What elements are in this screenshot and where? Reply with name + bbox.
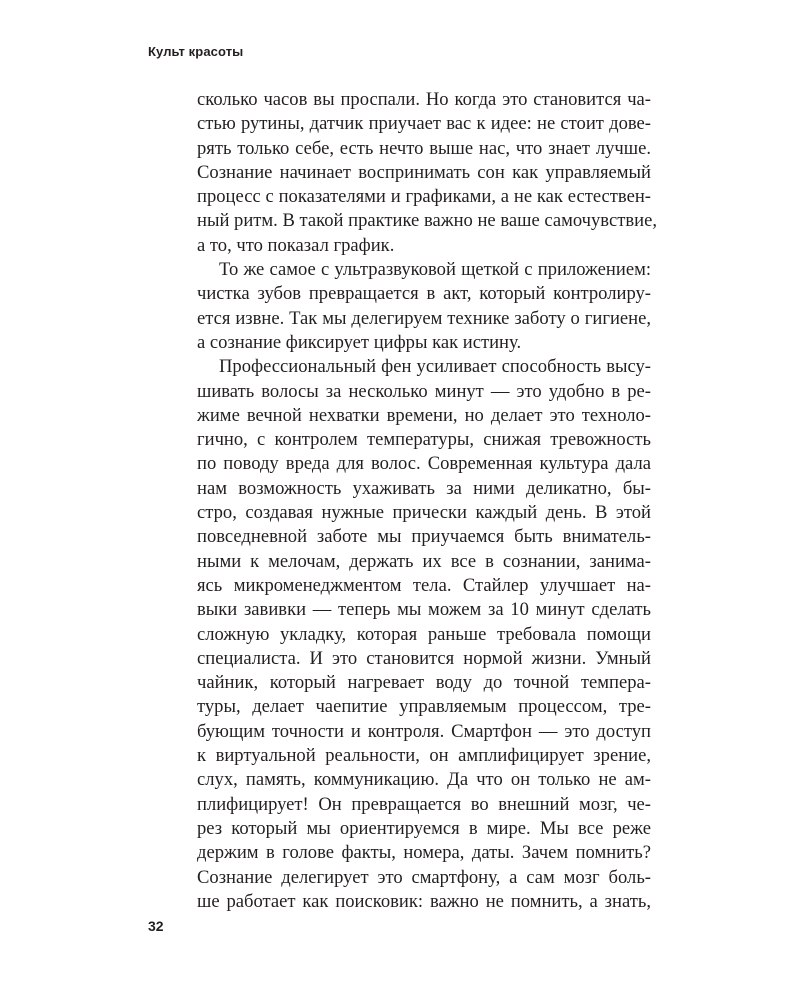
text-line: Сознание делегирует это смартфону, а сам мозг боль- xyxy=(197,866,651,888)
running-head-title: Культ красоты xyxy=(148,44,244,59)
text-line: повседневной заботе мы приучаемся быть вниматель- xyxy=(197,526,651,548)
text-line: рез который мы ориентируемся в мире. Мы все реже xyxy=(197,817,651,839)
text-line: держим в голове факты, номера, даты. Зачем помнить? xyxy=(197,842,651,864)
text-line: ется извне. Так мы делегируем технике заботу о гигиене, xyxy=(197,307,651,329)
text-line: чистка зубов превращается в акт, который контролиру- xyxy=(197,283,651,305)
text-line: рять только себе, есть нечто выше нас, что знает лучше. xyxy=(197,137,651,159)
text-line: ными к мелочам, держать их все в сознании, занима- xyxy=(197,550,651,572)
text-line: чайник, который нагревает воду до точной темпера- xyxy=(197,672,651,694)
text-line: стро, создавая нужные прически каждый день. В этой xyxy=(197,502,651,524)
text-line: гично, с контролем температуры, снижая тревожность xyxy=(197,429,651,451)
text-line: туры, делает чаепитие управляемым процессом, тре- xyxy=(197,696,651,718)
text-line: сложную укладку, которая раньше требовала помощи xyxy=(197,623,651,645)
text-line: плифицирует! Он превращается во внешний мозг, че- xyxy=(197,793,651,815)
text-line: То же самое с ультразвуковой щеткой с приложением: xyxy=(219,259,651,281)
text-line: нам возможность ухаживать за ними деликатно, бы- xyxy=(197,477,651,499)
text-line: стью рутины, датчик приучает вас к идее: не стоит дове- xyxy=(197,113,651,135)
text-line: а то, что показал график. xyxy=(197,234,395,256)
text-line: шивать волосы за несколько минут — это удобно в ре- xyxy=(197,380,651,402)
text-line: а сознание фиксирует цифры как истину. xyxy=(197,331,522,353)
body-text xyxy=(197,88,657,914)
text-line: специалиста. И это становится нормой жизни. Умный xyxy=(197,647,651,669)
page-number: 32 xyxy=(148,918,164,934)
text-line: Профессиональный фен усиливает способность высу- xyxy=(219,356,651,378)
text-line: слух, память, коммуникацию. Да что он только не ам- xyxy=(197,769,651,791)
text-line: к виртуальной реальности, он амплифицирует зрение, xyxy=(197,745,651,767)
text-line: Сознание начинает воспринимать сон как управляемый xyxy=(197,161,651,183)
text-line: ше работает как поисковик: важно не помнить, а знать, xyxy=(197,890,651,912)
text-line: процесс с показателями и графиками, а не как естествен- xyxy=(197,186,651,208)
text-line: сколько часов вы проспали. Но когда это становится ча- xyxy=(197,89,651,110)
text-line: жиме вечной нехватки времени, но делает это техноло- xyxy=(197,404,651,426)
text-line: по поводу вреда для волос. Современная культура дала xyxy=(197,453,651,475)
text-line: ясь микроменеджментом тела. Стайлер улучшает на- xyxy=(197,574,651,596)
text-line: ный ритм. В такой практике важно не ваше самочувствие, xyxy=(197,210,657,232)
text-line: бующим точности и контроля. Смартфон — это доступ xyxy=(197,720,651,742)
text-line: выки завивки — теперь мы можем за 10 минут сделать xyxy=(197,599,651,621)
